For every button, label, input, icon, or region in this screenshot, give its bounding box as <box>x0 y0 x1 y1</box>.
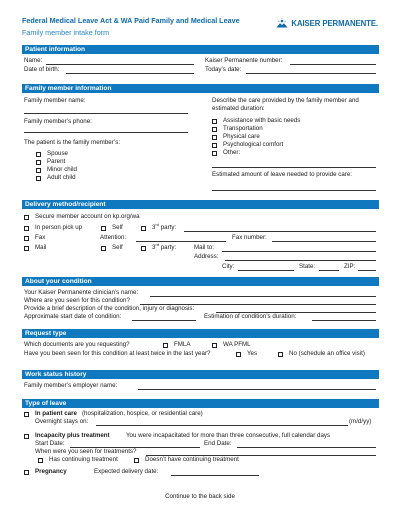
no-continuing-treatment-checkbox[interactable] <box>134 458 139 463</box>
adult-child-label: Adult child <box>47 174 76 181</box>
attention-label: Attention: <box>100 234 127 241</box>
logo-text: KAISER PERMANENTE. <box>291 18 378 28</box>
mail-to-label: Mail to: <box>194 244 214 251</box>
seen-twice-label: Have you been seen for this condition at least twice in the last year? <box>24 350 211 357</box>
condition-start-date-field[interactable] <box>132 320 196 321</box>
inpatient-checkbox[interactable] <box>24 412 29 417</box>
incapacity-description: You were incapacitated for more than three consecutive, full calendar days <box>126 432 331 439</box>
fax-number-field[interactable] <box>272 241 376 242</box>
section-header-condition: About your condition <box>22 277 379 286</box>
spouse-label: Spouse <box>47 150 68 157</box>
condition-duration-label: Estimation of condition’s duration: <box>204 313 297 320</box>
city-field[interactable] <box>238 270 294 271</box>
mail-checkbox[interactable] <box>24 246 29 251</box>
section-header-family: Family member information <box>22 84 379 93</box>
zip-label: ZIP: <box>344 263 356 270</box>
todays-date-field[interactable] <box>246 73 376 74</box>
kaiser-logo-icon <box>276 18 288 28</box>
leave-amount-field[interactable] <box>212 190 376 191</box>
fmla-label: FMLA <box>174 341 191 348</box>
overnight-stays-field[interactable] <box>96 425 348 426</box>
address-label: Address: <box>194 253 219 260</box>
inpatient-label: In patient care <box>35 410 77 417</box>
in-person-third-party-field[interactable] <box>184 231 376 232</box>
section-header-patient: Patient information <box>22 45 379 54</box>
mail-to-field[interactable] <box>222 251 376 252</box>
in-person-third-party-checkbox[interactable] <box>141 226 146 231</box>
kp-number-label: Kaiser Permanente number: <box>205 57 283 64</box>
form-subtitle: Family member intake form <box>22 28 110 37</box>
patient-dob-field[interactable] <box>66 73 194 74</box>
minor-child-label: Minor child <box>47 166 77 173</box>
clinician-name-field[interactable] <box>150 296 376 297</box>
state-label: State: <box>299 263 316 270</box>
state-field[interactable] <box>319 270 339 271</box>
continuing-treatment-label: Has continuing treatment <box>49 456 118 463</box>
section-header-work-status: Work status history <box>22 370 379 379</box>
wa-pfml-checkbox[interactable] <box>212 343 217 348</box>
physical-care-label: Physical care <box>223 133 260 140</box>
family-phone-field[interactable] <box>24 132 188 133</box>
leave-amount-label: Estimated amount of leave needed to provide care: <box>212 171 352 178</box>
fax-checkbox[interactable] <box>24 236 29 241</box>
employer-name-label: Family member’s employer name: <box>24 382 118 389</box>
fmla-checkbox[interactable] <box>163 343 168 348</box>
incapacity-label: Incapacity plus treatment <box>35 432 110 439</box>
incapacity-start-date-label: Start Date: <box>35 440 65 447</box>
patient-name-label: Name: <box>24 57 43 64</box>
other-care-checkbox[interactable] <box>212 151 217 156</box>
continuing-treatment-checkbox[interactable] <box>38 458 43 463</box>
seen-twice-yes-checkbox[interactable] <box>236 352 241 357</box>
adult-child-checkbox[interactable] <box>36 176 41 181</box>
clinician-name-label: Your Kaiser Permanente clinician’s name: <box>24 289 139 296</box>
family-phone-label: Family member’s phone: <box>24 118 92 125</box>
parent-checkbox[interactable] <box>36 160 41 165</box>
incapacity-end-date-field[interactable] <box>237 447 376 448</box>
employer-name-field[interactable] <box>138 389 376 390</box>
fax-number-label: Fax number: <box>232 234 267 241</box>
seen-twice-no-checkbox[interactable] <box>278 352 283 357</box>
no-continuing-treatment-label: Doesn’t have continuing treatment <box>145 456 239 463</box>
incapacity-end-date-label: End Date: <box>204 440 232 447</box>
in-person-self-checkbox[interactable] <box>101 226 106 231</box>
overnight-date-format: (m/d/yy) <box>349 418 372 425</box>
secure-account-label: Secure member account on kp.org/wa <box>35 213 140 220</box>
relation-label: The patient is the family member’s: <box>24 139 121 146</box>
in-person-self-label: Self <box>112 224 123 231</box>
mail-self-checkbox[interactable] <box>101 246 106 251</box>
transportation-label: Transportation <box>223 125 263 132</box>
care-duration-label: estimated duration: <box>212 105 265 112</box>
mail-self-label: Self <box>112 244 123 251</box>
attention-field[interactable] <box>136 241 226 242</box>
other-care-field[interactable] <box>212 167 376 168</box>
city-label: City: <box>222 263 235 270</box>
condition-start-date-label: Approximate start date of condition: <box>24 313 122 320</box>
delivery-date-field[interactable] <box>171 475 259 476</box>
wa-pfml-label: WA PFML <box>223 341 251 348</box>
when-seen-label: When were you seen for treatments? <box>35 448 137 455</box>
delivery-date-label: Expected delivery date: <box>94 468 159 475</box>
condition-duration-field[interactable] <box>312 320 376 321</box>
care-description-label: Describe the care provided by the family member and <box>212 97 359 104</box>
patient-name-field[interactable] <box>46 64 194 65</box>
psychological-comfort-label: Psychological comfort <box>223 141 284 148</box>
transportation-checkbox[interactable] <box>212 127 217 132</box>
section-header-request-type: Request type <box>22 329 379 338</box>
incapacity-checkbox[interactable] <box>24 434 29 439</box>
kp-number-field[interactable] <box>290 64 376 65</box>
other-care-label: Other: <box>223 149 241 156</box>
todays-date-label: Today’s date: <box>205 66 242 73</box>
section-header-leave-type: Type of leave <box>22 399 379 408</box>
psychological-comfort-checkbox[interactable] <box>212 143 217 148</box>
in-person-third-party-label: 3rd party: <box>152 221 177 231</box>
seen-twice-yes-label: Yes <box>247 350 258 357</box>
documents-requested-label: Which documents are you requesting? <box>24 341 130 348</box>
section-header-delivery: Delivery method/recipient <box>22 200 379 209</box>
overnight-stays-label: Overnight stays on: <box>35 418 89 425</box>
where-seen-label: Where are you seen for this condition? <box>24 297 130 304</box>
family-name-field[interactable] <box>24 113 188 114</box>
condition-description-label: Provide a brief description of the condition, injury or diagnosis: <box>24 305 195 312</box>
mail-third-party-checkbox[interactable] <box>141 246 146 251</box>
inpatient-description: (hospitalization, hospice, or residential care) <box>82 410 203 417</box>
in-person-label: In person pick up <box>35 224 83 231</box>
basic-needs-checkbox[interactable] <box>212 119 217 124</box>
kaiser-logo <box>276 18 378 28</box>
fax-label: Fax <box>35 234 46 241</box>
mail-third-party-label: 3rd party: <box>152 241 177 251</box>
family-name-label: Family member name: <box>24 97 86 104</box>
minor-child-checkbox[interactable] <box>36 168 41 173</box>
seen-twice-no-label: No (schedule an office visit) <box>289 350 365 357</box>
patient-dob-label: Date of birth: <box>24 66 60 73</box>
form-title: Federal Medical Leave Act & WA Paid Family and Medical Leave <box>22 16 240 25</box>
address-field[interactable] <box>225 260 376 261</box>
pregnancy-checkbox[interactable] <box>24 470 29 475</box>
footer-continue-note: Continue to the back side <box>165 493 235 500</box>
in-person-checkbox[interactable] <box>24 226 29 231</box>
physical-care-checkbox[interactable] <box>212 135 217 140</box>
spouse-checkbox[interactable] <box>36 152 41 157</box>
pregnancy-label: Pregnancy <box>35 468 67 475</box>
form-header <box>22 16 382 40</box>
parent-label: Parent <box>47 158 66 165</box>
basic-needs-label: Assistance with basic needs <box>223 117 301 124</box>
mail-label: Mail <box>35 244 47 251</box>
zip-field[interactable] <box>358 270 376 271</box>
secure-account-checkbox[interactable] <box>24 215 29 220</box>
